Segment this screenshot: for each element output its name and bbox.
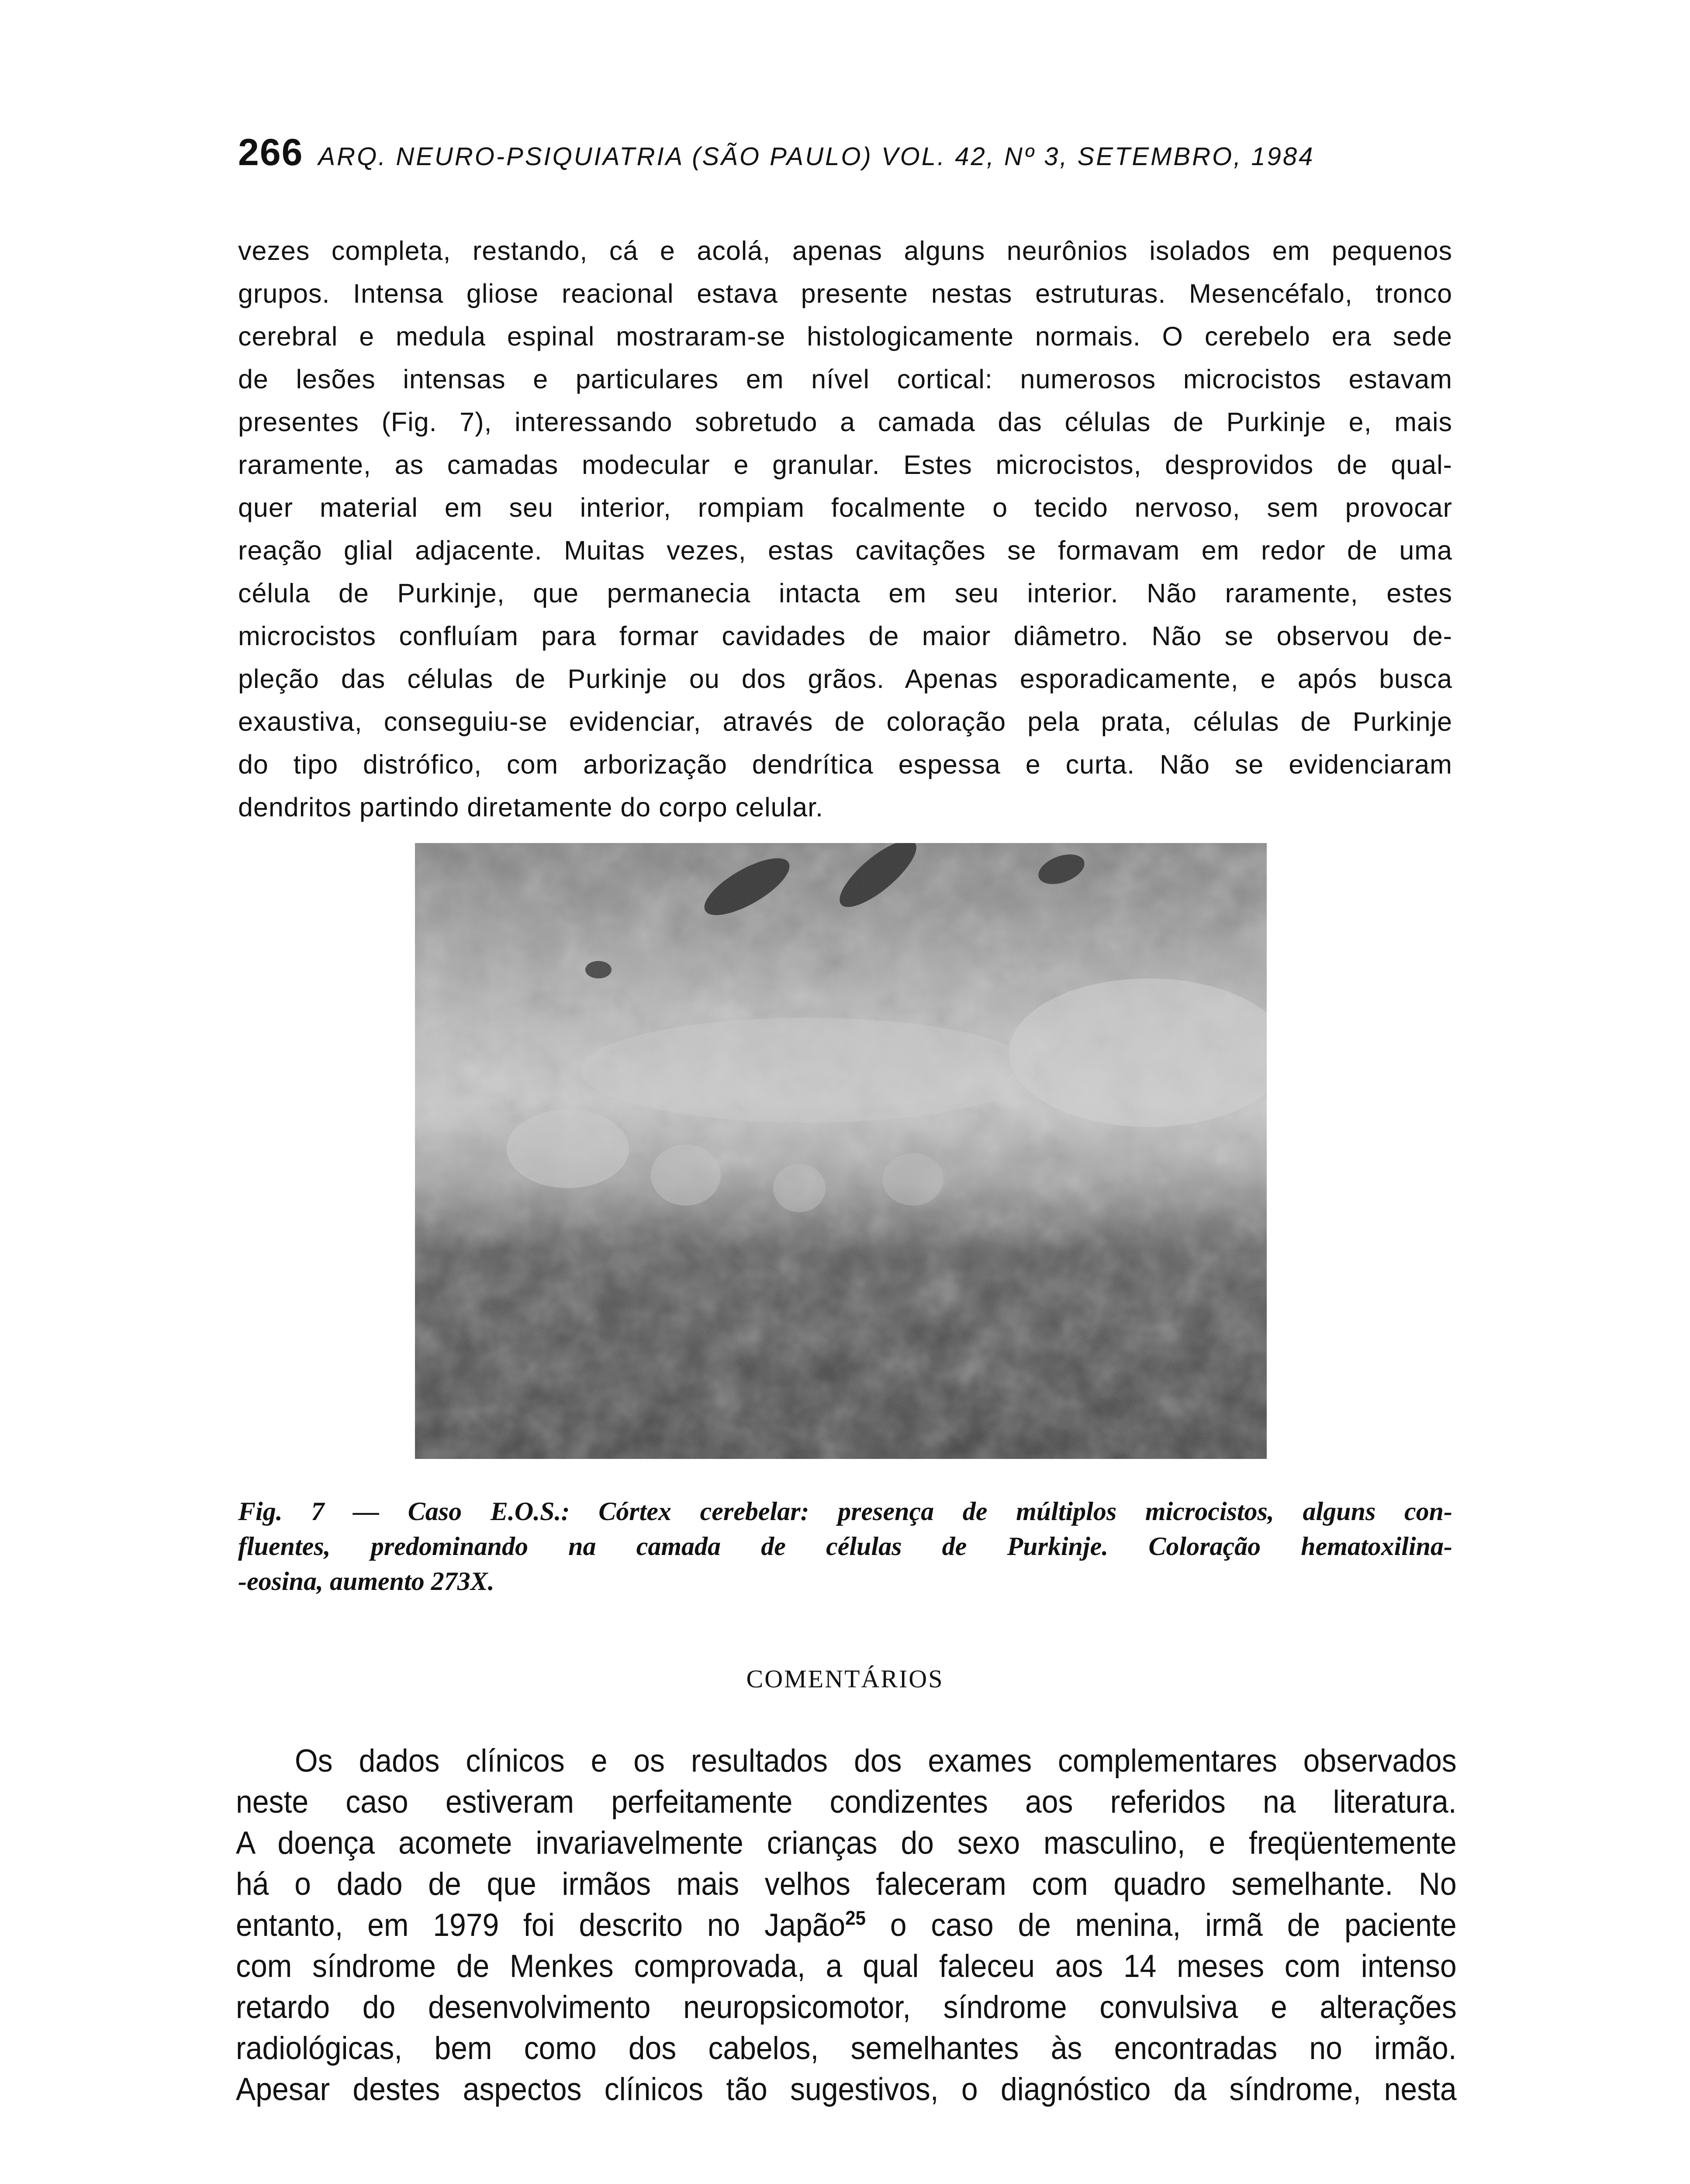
comment-line: A doença acomete invariavelmente crianças do sexo masculino, e freqüentemente xyxy=(236,1825,1457,1861)
comment-line: neste caso estiveram perfeitamente condizentes aos referidos na literatura. xyxy=(236,1784,1457,1820)
body-line: célula de Purkinje, que permanecia intacta em seu interior. Não raramente, estes xyxy=(238,578,1452,608)
body-line: quer material em seu interior, rompiam focalmente o tecido nervoso, sem provocar xyxy=(238,493,1452,522)
caption-line: -eosina, aumento 273X. xyxy=(238,1567,494,1596)
body-line: pleção das células de Purkinje ou dos grãos. Apenas esporadicamente, e após busca xyxy=(238,664,1452,694)
comment-line: há o dado de que irmãos mais velhos faleceram com quadro semelhante. No xyxy=(236,1866,1457,1902)
page-number: 266 xyxy=(238,131,304,173)
body-line: de lesões intensas e particulares em nível cortical: numerosos microcistos estavam xyxy=(238,364,1452,394)
comment-line: Apesar destes aspectos clínicos tão sugestivos, o diagnóstico da síndrome, nesta xyxy=(236,2072,1457,2107)
figure-caption xyxy=(238,1494,1452,1599)
body-line: microcistos confluíam para formar cavidades de maior diâmetro. Não se observou de- xyxy=(238,621,1452,651)
comment-line xyxy=(236,1905,1457,1946)
comment-paragraph xyxy=(236,1741,1457,2110)
body-line: raramente, as camadas modecular e granular. Estes microcistos, desprovidos de qual- xyxy=(238,450,1452,480)
comment-line: com síndrome de Menkes comprovada, a qual faleceu aos 14 meses com intenso xyxy=(236,1949,1457,1984)
caption-line: Fig. 7 — Caso E.O.S.: Córtex cerebelar: presença de múltiplos microcistos, alguns con- xyxy=(238,1497,1452,1526)
body-paragraph xyxy=(238,229,1452,829)
comment-line: Os dados clínicos e os resultados dos exames complementares observados xyxy=(294,1743,1457,1779)
body-line: exaustiva, conseguiu-se evidenciar, através de coloração pela prata, células de Purkinje xyxy=(238,707,1452,736)
body-line: presentes (Fig. 7), interessando sobretudo a camada das células de Purkinje e, mais xyxy=(238,407,1452,437)
running-header xyxy=(238,131,1483,192)
body-line: cerebral e medula espinal mostraram-se histologicamente normais. O cerebelo era sede xyxy=(238,321,1452,351)
comment-line-start: entanto, em 1979 foi descrito no Japão xyxy=(236,1908,846,1943)
micrograph-figure xyxy=(415,843,1267,1459)
body-line: do tipo distrófico, com arborização dendrítica espessa e curta. Não se evidenciaram xyxy=(238,750,1452,779)
comment-line-end: o caso de menina, irmã de paciente xyxy=(865,1908,1457,1943)
caption-line: fluentes, predominando na camada de células de Purkinje. Coloração hematoxilina- xyxy=(238,1532,1452,1561)
comment-line: radiológicas, bem como dos cabelos, semelhantes às encontradas no irmão. xyxy=(236,2031,1457,2066)
body-line: vezes completa, restando, cá e acolá, apenas alguns neurônios isolados em pequenos xyxy=(238,236,1452,266)
reference-superscript: 25 xyxy=(845,1907,866,1929)
body-line: reação glial adjacente. Muitas vezes, estas cavitações se formavam em redor de uma xyxy=(238,536,1452,565)
body-line: grupos. Intensa gliose reacional estava presente nestas estruturas. Mesencéfalo, tronco xyxy=(238,279,1452,308)
journal-reference: ARQ. NEURO-PSIQUIATRIA (SÃO PAULO) VOL. 42, Nº 3, SETEMBRO, 1984 xyxy=(318,142,1315,171)
micrograph-image xyxy=(415,843,1267,1459)
section-heading: COMENTÁRIOS xyxy=(746,1665,944,1693)
body-line: dendritos partindo diretamente do corpo celular. xyxy=(238,792,823,822)
comment-line: retardo do desenvolvimento neuropsicomotor, síndrome convulsiva e alterações xyxy=(236,1990,1457,2025)
